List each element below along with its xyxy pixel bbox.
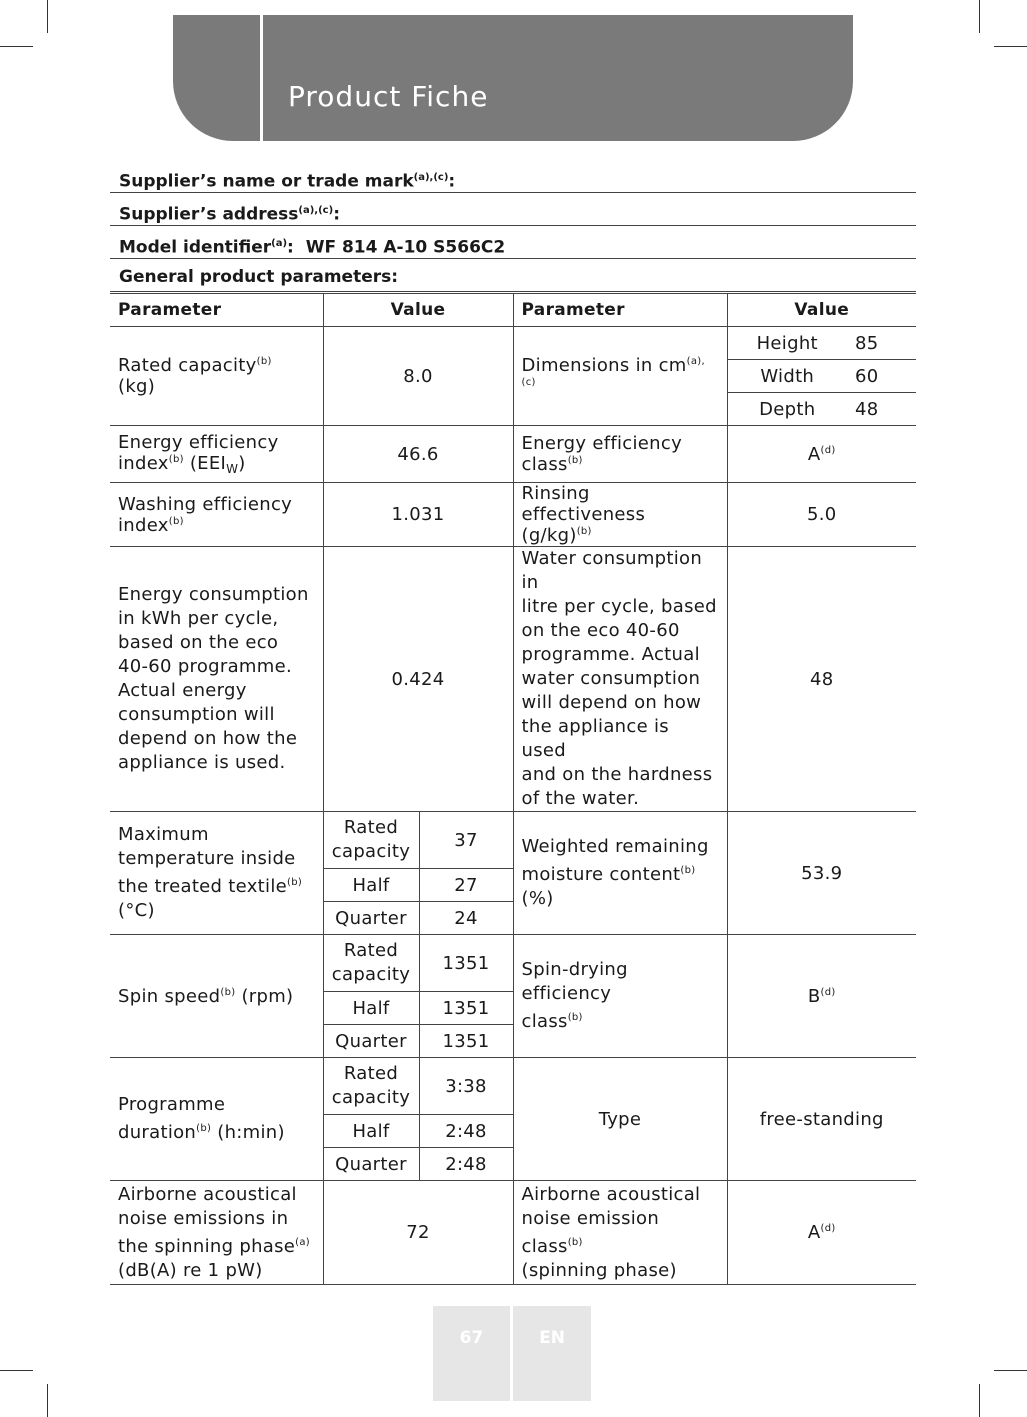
load-value: 2:48 bbox=[419, 1115, 513, 1148]
type-label: Type bbox=[513, 1058, 727, 1181]
rated-capacity-value: 8.0 bbox=[323, 327, 513, 426]
spin-class-label: Spin-drying efficiency class$^{(b)}$ bbox=[513, 935, 727, 1058]
general-parameters-line bbox=[110, 260, 916, 292]
load-value: 27 bbox=[419, 869, 513, 902]
dimensions-label: Dimensions in $cm^{(a),(c)}$ bbox=[513, 327, 727, 426]
table-row bbox=[110, 547, 916, 812]
eei-value: 46.6 bbox=[323, 426, 513, 483]
model-identifier-value: WF 814 A-10 S566C2 bbox=[305, 237, 506, 258]
rinsing-value: 5.0 bbox=[727, 483, 916, 547]
load-name: Rated capacity bbox=[323, 935, 419, 992]
crop-mark bbox=[994, 1370, 1027, 1371]
table-header-row bbox=[110, 294, 916, 327]
header-parameter: Parameter bbox=[110, 294, 323, 327]
load-value: 1351 bbox=[419, 1025, 513, 1058]
supplier-name-line bbox=[110, 161, 916, 193]
duration-label: Programme duration$^{(b)}$ (h:min) bbox=[110, 1058, 323, 1181]
load-value: 24 bbox=[419, 902, 513, 935]
parameters-table bbox=[110, 293, 916, 1285]
water-consumption-label: Water consumption in litre per cycle, based on the eco 40-60 programme. Actual water consumption will depend on how the appliance is used and on the hardness of the water. bbox=[513, 547, 727, 812]
table-row bbox=[110, 1058, 916, 1115]
language-code: EN bbox=[513, 1306, 591, 1401]
footnote-ref: (a) bbox=[271, 238, 288, 249]
supplier-name-label: Supplier’s name or trade mark bbox=[119, 171, 414, 192]
load-name: Half bbox=[323, 869, 419, 902]
moisture-value: 53.9 bbox=[727, 812, 916, 935]
dimension-name: Width bbox=[727, 360, 847, 393]
header-divider bbox=[260, 15, 263, 141]
general-parameters-label: General product parameters: bbox=[119, 267, 399, 287]
washing-value: 1.031 bbox=[323, 483, 513, 547]
load-name: Rated capacity bbox=[323, 1058, 419, 1115]
crop-mark bbox=[994, 46, 1027, 47]
noise-class-label: Airborne acoustical noise emission class$^{(b)}$ (spinning phase) bbox=[513, 1181, 727, 1285]
table-row bbox=[110, 327, 916, 360]
crop-mark bbox=[47, 1384, 48, 1417]
footnote-ref: (a),(c) bbox=[298, 205, 334, 216]
table-row bbox=[110, 1181, 916, 1285]
supplier-address-label: Supplier’s address bbox=[119, 204, 299, 225]
load-name: Quarter bbox=[323, 902, 419, 935]
dimension-value: 85 bbox=[847, 327, 916, 360]
page-number: 67 bbox=[433, 1306, 510, 1401]
table-row bbox=[110, 812, 916, 869]
crop-mark bbox=[0, 1370, 33, 1371]
dimension-value: 48 bbox=[847, 393, 916, 426]
noise-value: 72 bbox=[323, 1181, 513, 1285]
model-identifier-label: Model identifier bbox=[119, 237, 272, 258]
page-title: Product Fiche bbox=[288, 80, 489, 113]
crop-mark bbox=[979, 1384, 980, 1417]
table-row bbox=[110, 935, 916, 992]
load-value: 1351 bbox=[419, 992, 513, 1025]
header-parameter: Parameter bbox=[513, 294, 727, 327]
energy-class-label: Energy efficiency class$^{(b)}$ bbox=[513, 426, 727, 483]
colon: : bbox=[333, 204, 340, 225]
spin-class-value: $B^{(d)}$ bbox=[727, 935, 916, 1058]
type-value: free-standing bbox=[727, 1058, 916, 1181]
noise-label: Airborne acoustical noise emissions in the spinning phase$^{(a)}$ (dB(A) re 1 pW) bbox=[110, 1181, 323, 1285]
noise-class-value: $A^{(d)}$ bbox=[727, 1181, 916, 1285]
max-temp-label: Maximum temperature inside the treated textile$^{(b)}$ (°C) bbox=[110, 812, 323, 935]
colon: : bbox=[448, 171, 456, 192]
dimension-name: Depth bbox=[727, 393, 847, 426]
load-name: Quarter bbox=[323, 1025, 419, 1058]
colon: : bbox=[287, 237, 294, 258]
rated-capacity-label: Rated capacity$^{(b)}$ (kg) bbox=[110, 327, 323, 426]
crop-mark bbox=[0, 46, 33, 47]
dimension-value: 60 bbox=[847, 360, 916, 393]
energy-class-value: $A^{(d)}$ bbox=[727, 426, 916, 483]
dimension-name: Height bbox=[727, 327, 847, 360]
eei-label: Energy efficiency index$^{(b)}$ $(EEI_W)$ bbox=[110, 426, 323, 483]
footnote-ref: (a),(c) bbox=[413, 172, 449, 183]
crop-mark bbox=[47, 0, 48, 33]
supplier-address-line bbox=[110, 194, 916, 226]
spin-speed-label: Spin speed$^{(b)}$ (rpm) bbox=[110, 935, 323, 1058]
load-name: Half bbox=[323, 992, 419, 1025]
load-value: 37 bbox=[419, 812, 513, 869]
energy-consumption-value: 0.424 bbox=[323, 547, 513, 812]
header-value: Value bbox=[323, 294, 513, 327]
load-name: Rated capacity bbox=[323, 812, 419, 869]
load-name: Half bbox=[323, 1115, 419, 1148]
table-row bbox=[110, 426, 916, 483]
header-value: Value bbox=[727, 294, 916, 327]
water-consumption-value: 48 bbox=[727, 547, 916, 812]
energy-consumption-label: Energy consumption in kWh per cycle, based on the eco 40-60 programme. Actual energy consumption will depend on how the appliance is used. bbox=[110, 547, 323, 812]
model-identifier-line bbox=[110, 227, 916, 259]
load-value: 3:38 bbox=[419, 1058, 513, 1115]
load-value: 2:48 bbox=[419, 1148, 513, 1181]
load-name: Quarter bbox=[323, 1148, 419, 1181]
crop-mark bbox=[979, 0, 980, 33]
header-tab bbox=[173, 15, 853, 141]
load-value: 1351 bbox=[419, 935, 513, 992]
washing-label: Washing efficiency index$^{(b)}$ bbox=[110, 483, 323, 547]
moisture-label: Weighted remaining moisture content$^{(b)}$ (%) bbox=[513, 812, 727, 935]
rinsing-label: Rinsing effectiveness $(g/kg)^{(b)}$ bbox=[513, 483, 727, 547]
table-row bbox=[110, 483, 916, 547]
